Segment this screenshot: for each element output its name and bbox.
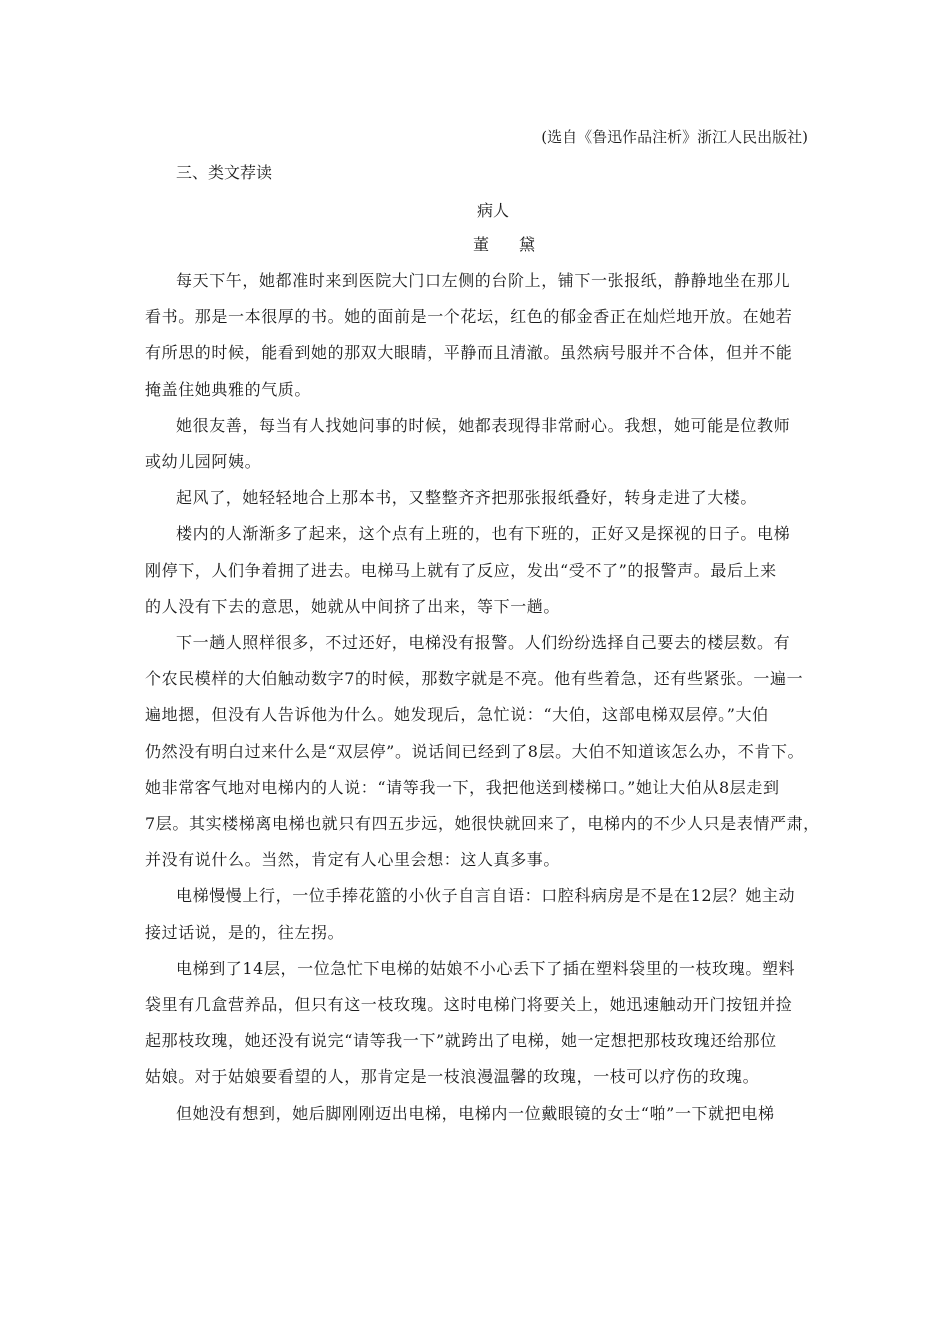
body-line: 并没有说什么。当然，肯定有人心里会想：这人真多事。	[145, 850, 561, 870]
body-line: 看书。那是一本很厚的书。她的面前是一个花坛，红色的郁金香正在灿烂地开放。在她若	[145, 307, 793, 327]
body-line: 掩盖住她典雅的气质。	[145, 379, 312, 399]
body-line: 袋里有几盒营养品，但只有这一枝玫瑰。这时电梯门将要关上，她迅速触动开门按钮并捡	[145, 995, 793, 1015]
body-line: 电梯到了14层，一位急忙下电梯的姑娘不小心丢下了插在塑料袋里的一枝玫瑰。塑料	[176, 958, 796, 978]
body-line: 有所思的时候，能看到她的那双大眼睛，平静而且清澈。虽然病号服并不合体，但并不能	[145, 343, 793, 363]
body-line: 仍然没有明白过来什么是“双层停”。说话间已经到了8层。大伯不知道该怎么办，不肯下。	[145, 741, 805, 761]
article-author	[0, 231, 950, 259]
source-citation: (选自《鲁迅作品注析》浙江人民出版社)	[541, 128, 808, 146]
body-line: 7层。其实楼梯离电梯也就只有四五步远，她很快就回来了，电梯内的不少人只是表情严肃，	[145, 814, 820, 834]
body-line: 或幼儿园阿姨。	[145, 452, 262, 472]
author-name-part: 董	[472, 235, 491, 254]
body-line: 的人没有下去的意思，她就从中间挤了出来，等下一趟。	[145, 596, 561, 616]
body-line: 接过话说，是的，往左拐。	[145, 922, 345, 942]
body-line: 每天下午，她都准时来到医院大门口左侧的台阶上，铺下一张报纸，静静地坐在那儿	[176, 271, 791, 290]
body-line: 楼内的人渐渐多了起来，这个点有上班的，也有下班的，正好又是探视的日子。电梯	[176, 524, 791, 544]
body-line: 遍地摁，但没有人告诉他为什么。她发现后，急忙说：“大伯，这部电梯双层停。”大伯	[145, 705, 769, 725]
body-line: 她非常客气地对电梯内的人说：“请等我一下，我把他送到楼梯口。”她让大伯从8层走到	[145, 777, 780, 797]
body-line: 姑娘。对于姑娘要看望的人，那肯定是一枝浪漫温馨的玫瑰，一枝可以疗伤的玫瑰。	[145, 1067, 760, 1087]
body-line: 但她没有想到，她后脚刚刚迈出电梯，电梯内一位戴眼镜的女士“啪”一下就把电梯	[176, 1103, 775, 1123]
article-body	[145, 263, 820, 1132]
body-line: 刚停下，人们争着拥了进去。电梯马上就有了反应，发出“受不了”的报警声。最后上来	[145, 560, 777, 580]
body-line: 起风了，她轻轻地合上那本书，又整整齐齐把那张报纸叠好，转身走进了大楼。	[176, 488, 758, 508]
body-line: 她很友善，每当有人找她问事的时候，她都表现得非常耐心。我想，她可能是位教师	[176, 415, 791, 435]
article-title: 病人	[476, 201, 509, 220]
section-heading: 三、类文荐读	[176, 163, 273, 182]
body-line: 个农民模样的大伯触动数字7的时候，那数字就是不亮。他有些着急，还有些紧张。一遍一	[145, 669, 804, 689]
body-line: 下一趟人照样很多，不过还好，电梯没有报警。人们纷纷选择自己要去的楼层数。有	[176, 633, 791, 653]
author-name-part: 黛	[519, 235, 538, 254]
body-line: 电梯慢慢上行，一位手捧花篮的小伙子自言自语：口腔科病房是不是在12层？她主动	[176, 886, 796, 906]
body-line: 起那枝玫瑰，她还没有说完“请等我一下”就跨出了电梯，她一定想把那枝玫瑰还给那位	[145, 1031, 777, 1051]
